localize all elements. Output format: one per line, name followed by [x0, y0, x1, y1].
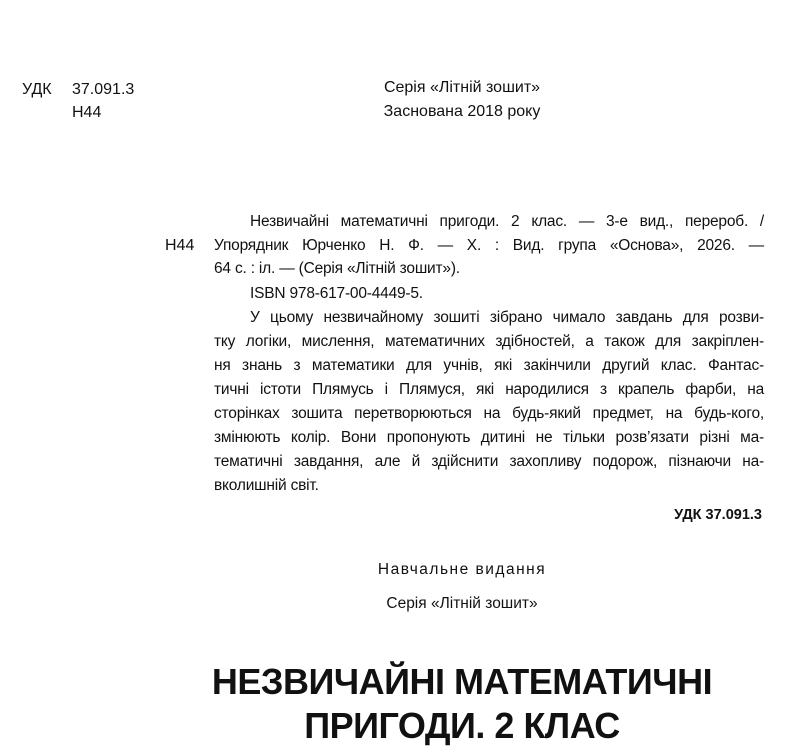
author-mark: Н44 — [72, 104, 102, 121]
edition-type: Навчальне видання — [377, 561, 547, 578]
udk-footer: УДК 37.091.3 — [674, 507, 762, 523]
imprint-series: Серія «Літній зошит» — [386, 595, 538, 612]
bibliography-line: 64 с. : іл. — (Серія «Літній зошит»). — [214, 260, 460, 277]
series-founded: Заснована 2018 року — [383, 103, 541, 120]
annotation-line: сторінках зошита перетворюються на будь-який предмет, на будь-кого, — [214, 405, 764, 422]
annotation-line: тку логіки, мислення, математичних здібностей, а також для закріплен- — [214, 333, 764, 350]
annotation-line: У цьому незвичайному зошиті зібрано чимало завдань для розви- — [250, 309, 764, 326]
series-title: Серія «Літній зошит» — [383, 79, 541, 96]
isbn: ISBN 978-617-00-4449-5. — [250, 285, 423, 302]
bibliography-line: Незвичайні математичні пригоди. 2 клас. — 3-е вид., перероб. / — [250, 213, 764, 230]
annotation-line: ня знань з математики для учнів, які закінчили другий клас. Фантас- — [214, 357, 764, 374]
udk-label: УДК — [22, 81, 52, 98]
book-title-line: НЕЗВИЧАЙНІ МАТЕМАТИЧНІ — [211, 661, 713, 702]
udk-code: 37.091.3 — [72, 81, 135, 98]
annotation-line: тематичні завдання, але й здійснити захопливу подорож, пізнаючи на- — [214, 453, 764, 470]
book-title-line: ПРИГОДИ. 2 КЛАС — [304, 705, 620, 746]
bibliography-line: Упорядник Юрченко Н. Ф. — Х. : Вид. група «Основа», 2026. — — [214, 237, 764, 254]
bibliography-author-mark: Н44 — [165, 237, 195, 254]
annotation-line: змінюють колір. Вони пропонують дитині не тільки розв’язати різні ма- — [214, 429, 764, 446]
annotation-line: тичні істоти Плямусь і Плямуся, які народилися з крапель фарби, на — [214, 381, 764, 398]
annotation-line: вколишній світ. — [214, 477, 319, 494]
